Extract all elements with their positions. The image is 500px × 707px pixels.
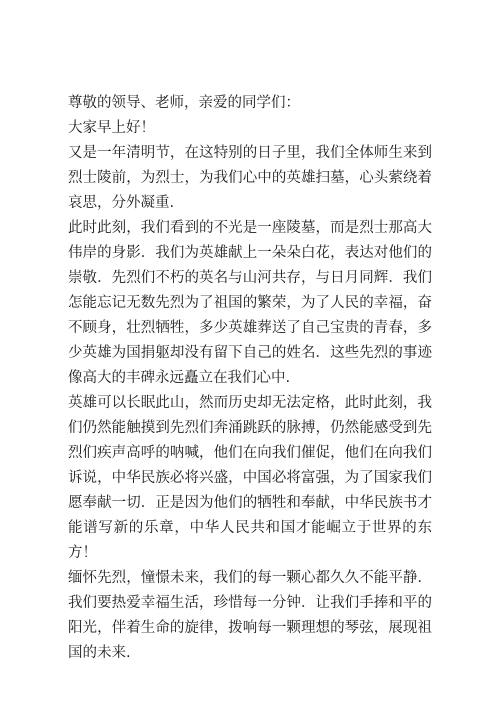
speech-body: [68, 91, 432, 666]
paragraph-1: 又是一年清明节，在这特别的日子里，我们全体师生来到烈士陵前，为烈士，为我们心中的英雄扫墓，心头萦绕着哀思，分外凝重.: [68, 145, 432, 211]
paragraph-3: 英雄可以长眠此山，然而历史却无法定格，此时此刻，我们仍然能触摸到先烈们奔涌跳跃的脉搏，仍然能感受到先烈们疾声高呼的呐喊，他们在向我们催促，他们在向我们诉说，中华民族必将兴盛，中国必将富强，为了国家我们愿奉献一切．正是因为他们的牺牲和奉献，中华民族书才能谱写新的乐章，中华人民共和国才能崛立于世界的东方！: [68, 395, 432, 561]
paragraph-2: 此时此刻，我们看到的不光是一座陵墓，而是烈士那高大伟岸的身影．我们为英雄献上一朵朵白花，表达对他们的崇敬．先烈们不朽的英名与山河共存，与日月同辉．我们怎能忘记无数先烈为了祖国的繁荣，为了人民的幸福，奋不顾身，壮烈牺牲，多少英雄葬送了自己宝贵的青春，多少英雄为国捐躯却没有留下自己的姓名．这些先烈的事迹像高大的丰碑永远矗立在我们心中.: [68, 220, 432, 386]
salutation: 尊敬的领导、老师，亲爱的同学们：: [68, 95, 300, 111]
greeting: 大家早上好！: [68, 120, 155, 136]
paragraph-4: 缅怀先烈，憧憬未来，我们的每一颗心都久久不能平静．我们要热爱幸福生活，珍惜每一分钟．让我们手捧和平的阳光，伴着生命的旋律，拨响每一颗理想的琴弦，展现祖国的未来.: [68, 570, 432, 661]
